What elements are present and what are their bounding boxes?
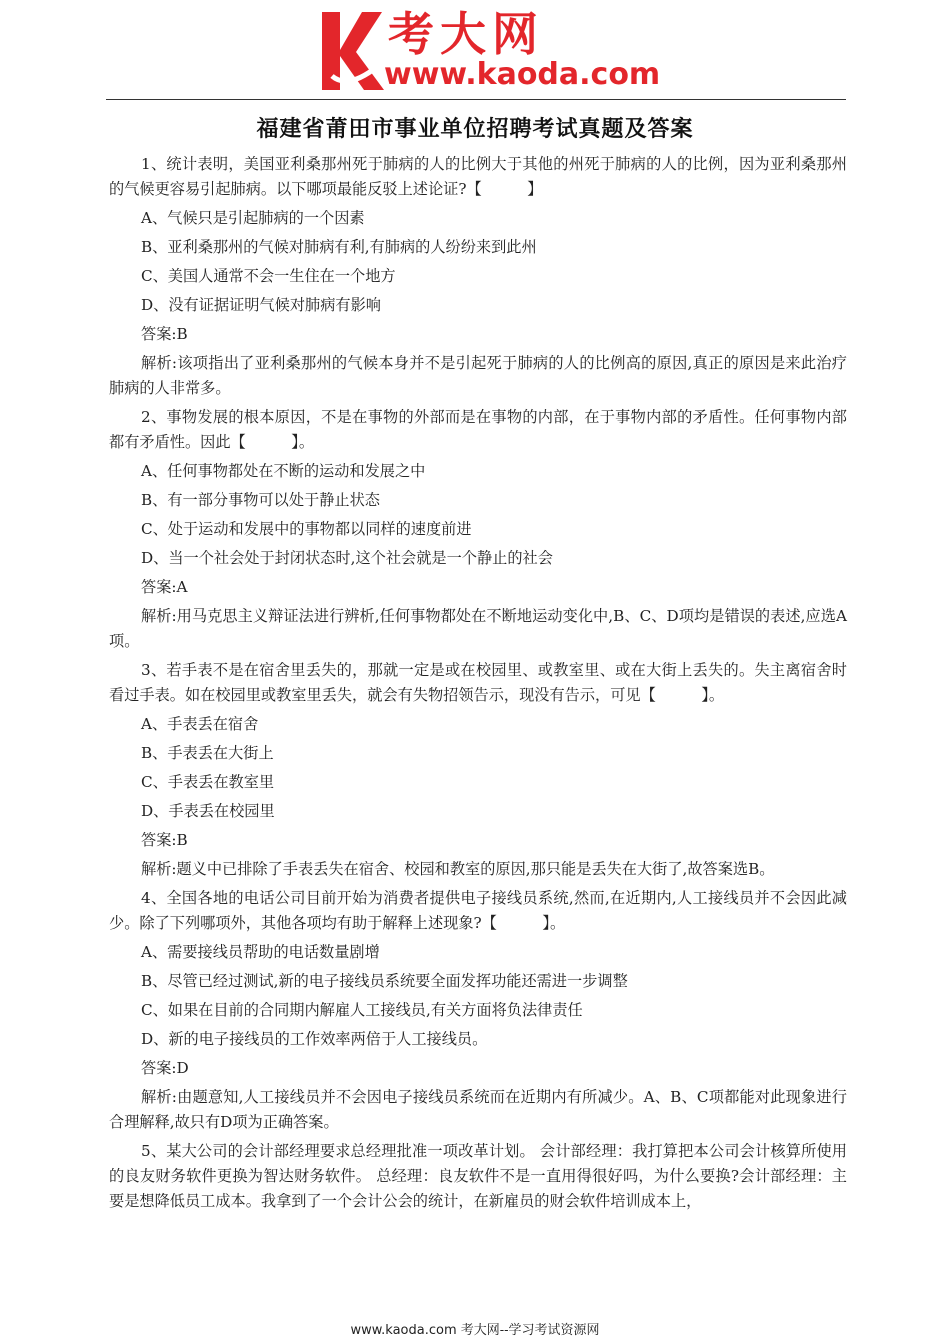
answer: 答案:B	[141, 831, 188, 849]
answer: 答案:A	[141, 578, 188, 596]
option-c: C、如果在目前的合同期内解雇人工接线员,有关方面将负法律责任	[141, 1001, 583, 1019]
option-c: C、美国人通常不会一生住在一个地方	[141, 267, 396, 285]
option-a: A、需要接线员帮助的电话数量剧增	[141, 943, 380, 961]
option-c: C、处于运动和发展中的事物都以同样的速度前进	[141, 520, 472, 538]
question-stem: 2、事物发展的根本原因，不是在事物的外部而是在事物的内部，在于事物内部的矛盾性。任何事物内部都有矛盾性。因此【 】。	[109, 408, 847, 451]
question-block	[109, 886, 847, 1135]
answer: 答案:D	[141, 1059, 189, 1077]
option-b: B、亚利桑那州的气候对肺病有利,有肺病的人纷纷来到此州	[141, 238, 537, 256]
analysis: 解析:由题意知,人工接线员并不会因电子接线员系统而在近期内有所减少。A、B、C项都能对此现象进行合理解释,故只有D项为正确答案。	[109, 1088, 847, 1131]
logo-url: www.kaoda.com	[384, 57, 661, 92]
question-stem: 3、若手表不是在宿舍里丢失的，那就一定是或在校园里、或教室里、或在大街上丢失的。失主离宿舍时看过手表。如在校园里或教室里丢失，就会有失物招领告示，现没有告示，可见【 】。	[109, 661, 847, 704]
page-title: 福建省莆田市事业单位招聘考试真题及答案	[256, 116, 694, 142]
option-c: C、手表丢在教室里	[141, 773, 275, 791]
answer: 答案:B	[141, 325, 188, 343]
option-d: D、当一个社会处于封闭状态时,这个社会就是一个静止的社会	[141, 549, 553, 567]
question-stem: 4、全国各地的电话公司目前开始为消费者提供电子接线员系统,然而,在近期内,人工接线员并不会因此减少。除了下列哪项外，其他各项均有助于解释上述现象?【 】。	[109, 889, 847, 932]
option-a: A、手表丢在宿舍	[141, 715, 259, 733]
header-divider	[106, 99, 846, 100]
question-stem: 5、某大公司的会计部经理要求总经理批准一项改革计划。 会计部经理：我打算把本公司会计核算所使用的良友财务软件更换为智达财务软件。 总经理：良友软件不是一直用得很好吗，为什么要换?会计部经理：主要是想降低员工成本。我拿到了一个会计公会的统计，在新雇员的财会软件培训成本上，	[109, 1142, 847, 1210]
option-b: B、手表丢在大街上	[141, 744, 274, 762]
option-b: B、有一部分事物可以处于静止状态	[141, 491, 380, 509]
footer-text: 考大网--学习考试资源网	[456, 1323, 600, 1338]
analysis: 解析:题义中已排除了手表丢失在宿舍、校园和教室的原因,那只能是丢失在大街了,故答案选B。	[141, 860, 775, 878]
question-stem: 1、统计表明，美国亚利桑那州死于肺病的人的比例大于其他的州死于肺病的人的比例，因为亚利桑那州的气候更容易引起肺病。以下哪项最能反驳上述论证?【 】	[109, 155, 847, 198]
option-b: B、尽管已经过测试,新的电子接线员系统要全面发挥功能还需进一步调整	[141, 972, 628, 990]
document-body	[109, 152, 847, 1218]
question-block	[109, 1139, 847, 1214]
kaoda-logo[interactable]	[318, 6, 661, 98]
analysis: 解析:用马克思主义辩证法进行辨析,任何事物都处在不断地运动变化中,B、C、D项均是错误的表述,应选A项。	[109, 607, 847, 650]
option-d: D、新的电子接线员的工作效率两倍于人工接线员。	[141, 1030, 488, 1048]
logo-chinese-name: 考大网	[388, 7, 544, 61]
question-block	[109, 152, 847, 401]
option-a: A、任何事物都处在不断的运动和发展之中	[141, 462, 426, 480]
question-block	[109, 658, 847, 882]
analysis: 解析:该项指出了亚利桑那州的气候本身并不是引起死于肺病的人的比例高的原因,真正的原因是来此治疗肺病的人非常多。	[109, 354, 847, 397]
footer-url[interactable]: www.kaoda.com	[350, 1323, 457, 1338]
option-d: D、手表丢在校园里	[141, 802, 275, 820]
k-logo-icon	[318, 6, 388, 94]
page-footer	[0, 1321, 950, 1341]
question-block	[109, 405, 847, 654]
option-d: D、没有证据证明气候对肺病有影响	[141, 296, 381, 314]
option-a: A、气候只是引起肺病的一个因素	[141, 209, 365, 227]
